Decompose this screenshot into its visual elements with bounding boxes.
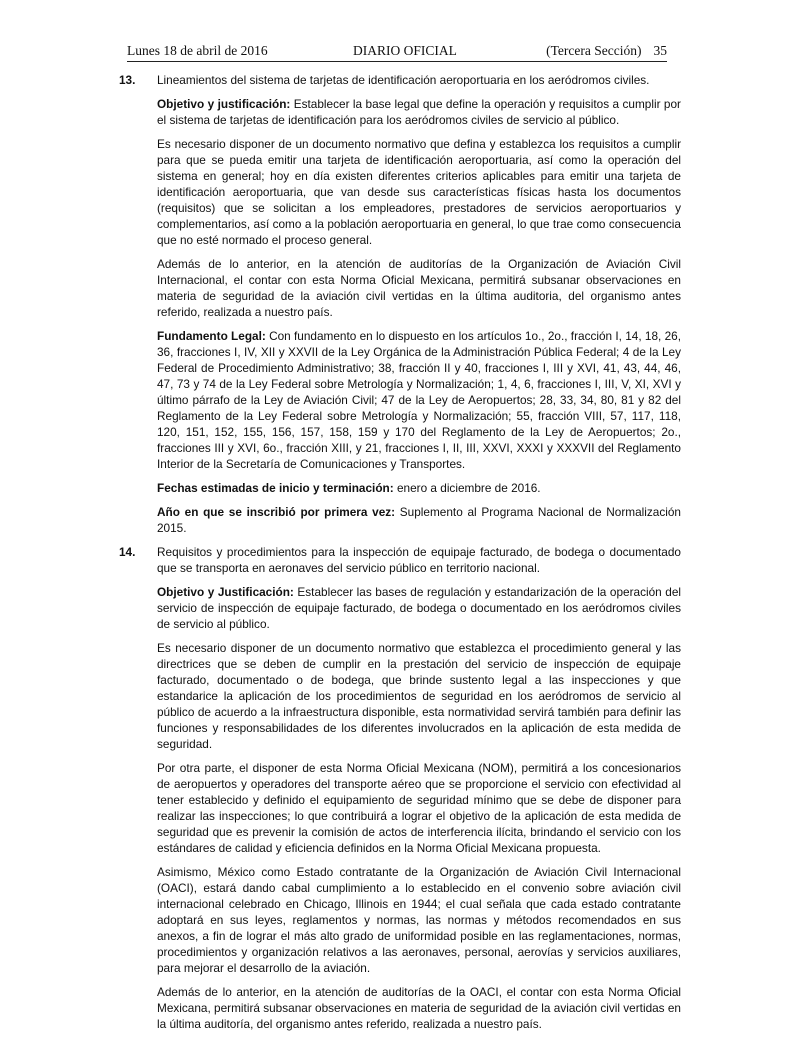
page-number: 35	[653, 43, 667, 58]
header-section-page	[546, 43, 667, 59]
body-paragraph: Es necesario disponer de un documento normativo que establezca el procedimiento general y las directrices que se deben de cumplir en la prestación del servicio de inspección de equipaje facturado, documentado o de bodega, que brinde sustento legal a las inspecciones y que estandarice la aplicación de los procedimientos de seguridad en los aeródromos de servicio al público de acuerdo a la infraestructura disponible, esta normatividad servirá también para definir las funciones y responsabilidades de los diferentes involucrados en la aplicación de esta medida de seguridad.	[157, 641, 681, 751]
body-paragraph: Además de lo anterior, en la atención de auditorías de la Organización de Aviación Civil Internacional, el contar con esta Norma Oficial Mexicana, permitirá subsanar observaciones en materia de seguridad de la aviación civil vertidas en la última auditoria, del organismo antes referido, realizada a nuestro país.	[157, 257, 681, 319]
objective-label: Objetivo y justificación:	[157, 97, 291, 111]
dates-paragraph	[157, 480, 681, 496]
objective-label: Objetivo y Justificación:	[157, 585, 294, 599]
objective-text: Establecer las bases de regulación y estandarización de la operación del servicio de inspección de equipaje facturado, de bodega o documentado en los aeródromos civiles de servicio al público.	[157, 585, 681, 631]
item-number: 14.	[119, 545, 136, 559]
list-item-14	[119, 544, 681, 1032]
item-title: Lineamientos del sistema de tarjetas de identificación aeroportuaria en los aeródromos civiles.	[157, 73, 650, 87]
body-paragraph: Es necesario disponer de un documento normativo que defina y establezca los requisitos a cumplir para que se pueda emitir una tarjeta de identificación aeroportuaria, así como la operación del sistema en general; hoy en día existen diferentes criterios aplicables para emitir una tarjeta de identificación aeroportuaria, que van desde sus características físicas hasta los documentos (requisitos) que se solicitan a los empleadores, prestadores de servicios aeroportuarios y complementarios, así como a la población aeroportuaria en general, lo que trae como consecuencia que no esté normado el proceso general.	[157, 137, 681, 247]
first-year-paragraph	[157, 504, 681, 536]
legal-basis-label: Fundamento Legal:	[157, 329, 266, 343]
item-title: Requisitos y procedimientos para la inspección de equipaje facturado, de bodega o documentado que se transporta en aeronaves del servicio público en territorio nacional.	[157, 545, 681, 575]
legal-basis-text: Con fundamento en lo dispuesto en los artículos 1o., 2o., fracción I, 14, 18, 26, 36, fracciones I, IV, XII y XXVII de la Ley Orgánica de la Administración Pública Federal; 4 de la Ley Federal de Procedimiento Administrativo; 38, fracción II y 40, fracciones I, III y XVI, 41, 43, 44, 46, 47, 73 y 74 de la Ley Federal sobre Metrología y Normalización; 1, 4, 6, fracciones I, III, V, XI, XVI y último párrafo de la Ley de Aviación Civil; 47 de la Ley de Aeropuertos; 28, 33, 34, 80, 81 y 82 del Reglamento de la Ley Federal sobre Metrología y Normalización; 55, fracción VIII, 57, 117, 118, 120, 151, 152, 155, 156, 157, 158, 159 y 170 del Reglamento de la Ley de Aeropuertos; 2o., fracciones III y XVI, 6o., fracción XIII, y 21, fracciones I, II, III, XXVI, XXXI y XXXVII del Reglamento Interior de la Secretaría de Comunicaciones y Transportes.	[157, 329, 682, 471]
body-paragraph: Por otra parte, el disponer de esta Norma Oficial Mexicana (NOM), permitirá a los concesionarios de aeropuertos y operadores del transporte aéreo que se proporcione el servicio con efectividad al tener establecido y definido el equipamiento de seguridad mínimo que se debe de disponer para realizar las inspecciones; lo que contribuirá a lograr el objetivo de la aplicación de esta medida de seguridad que es prevenir la comisión de actos de interferencia ilícita, brindando el servicio con los estándares de calidad y eficiencia definidos en la Norma Oficial Mexicana propuesta.	[157, 761, 681, 855]
header-section: (Tercera Sección)	[546, 43, 642, 58]
header-date: Lunes 18 de abril de 2016	[127, 43, 268, 58]
item-number: 13.	[119, 73, 136, 87]
list-item-13	[119, 72, 681, 536]
document-body	[119, 72, 681, 1040]
header-rule	[127, 61, 667, 62]
first-year-text: Suplemento al Programa Nacional de Normalización 2015.	[157, 505, 681, 535]
page-header	[127, 43, 667, 59]
objective-text: Establecer la base legal que define la operación y requisitos a cumplir por el sistema de tarjetas de identificación para los aeródromos civiles de servicio al público.	[157, 97, 681, 127]
legal-basis-paragraph	[157, 328, 681, 472]
header-publication: DIARIO OFICIAL	[353, 43, 457, 58]
body-paragraph: Asimismo, México como Estado contratante de la Organización de Aviación Civil Internacional (OACI), estará dando cabal cumplimiento a lo establecido en el convenio sobre aviación civil internacional celebrado en Chicago, Illinois en 1944; el cual señala que cada estado contratante adoptará en sus leyes, reglamentos y normas, las normas y métodos recomendados en sus anexos, a fin de lograr el más alto grado de uniformidad posible en las reglamentaciones, normas, procedimientos y organización relativos a las aeronaves, personal, aerovías y servicios auxiliares, para mejorar el desarrollo de la aviación.	[157, 865, 681, 975]
body-paragraph: Además de lo anterior, en la atención de auditorías de la OACI, el contar con esta Norma Oficial Mexicana, permitirá subsanar observaciones en materia de seguridad de la aviación civil vertidas en la última auditoría, del organismo antes referido, realizada a nuestro país.	[157, 985, 681, 1031]
dates-text: enero a diciembre de 2016.	[393, 481, 541, 495]
objective-paragraph	[157, 584, 681, 632]
dates-label: Fechas estimadas de inicio y terminación:	[157, 481, 394, 495]
first-year-label: Año en que se inscribió por primera vez:	[157, 505, 396, 519]
objective-paragraph	[157, 96, 681, 128]
